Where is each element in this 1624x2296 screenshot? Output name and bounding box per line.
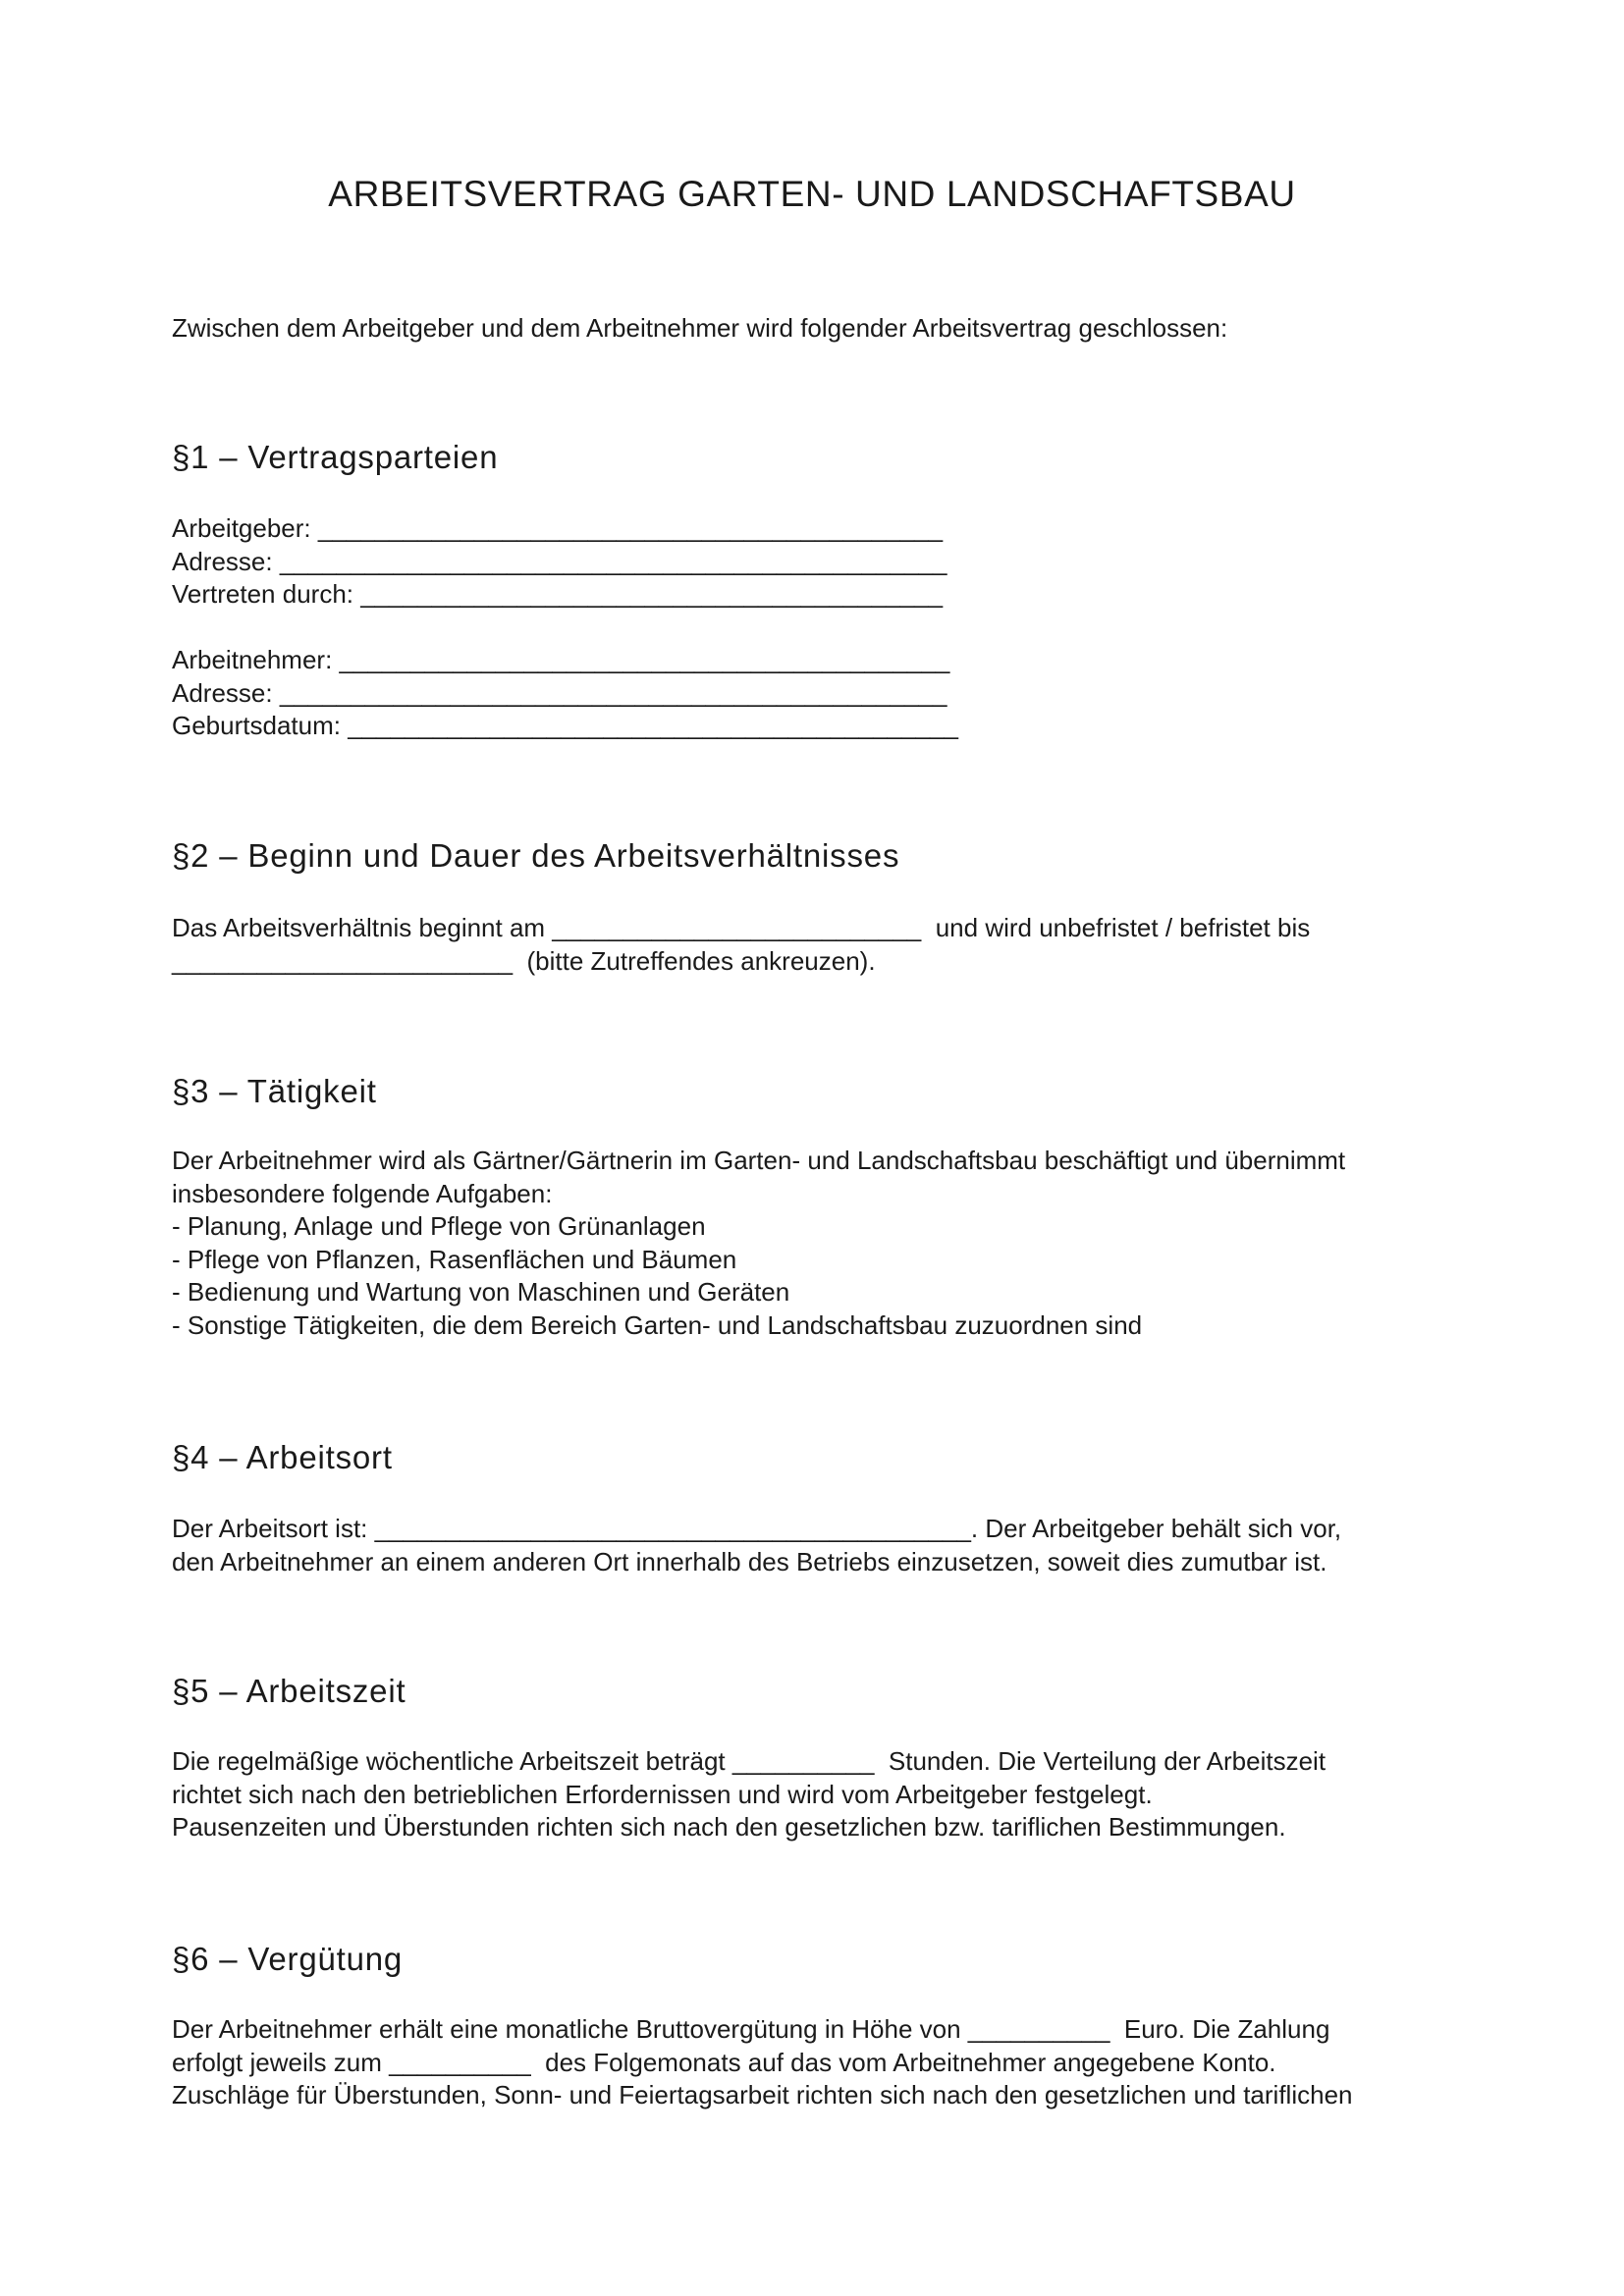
task-list-item: - Bedienung und Wartung von Maschinen und Geräten [172,1277,790,1308]
section-5-line: richtet sich nach den betrieblichen Erfordernissen und wird vom Arbeitgeber festgelegt. [172,1779,1153,1809]
employee-name-field: Arbeitnehmer: ___________________________________________ [172,645,950,674]
section-6-body [172,2013,1353,2112]
task-list-item: - Pflege von Pflanzen, Rasenflächen und Bäumen [172,1244,737,1274]
section-2-heading: §2 – Beginn und Dauer des Arbeitsverhältnisses [172,837,900,874]
section-3-heading: §3 – Tätigkeit [172,1073,377,1109]
section-4-heading: §4 – Arbeitsort [172,1439,393,1475]
task-list-item: - Planung, Anlage und Pflege von Grünanlagen [172,1211,706,1242]
employer-name-field: Arbeitgeber: ____________________________________________ [172,513,944,543]
employee-birthdate-field: Geburtsdatum: ___________________________________________ [172,711,958,741]
section-2-line: ________________________ (bitte Zutreffendes ankreuzen). [172,945,876,976]
section-4-body [172,1513,1341,1578]
employee-address-field: Adresse: _______________________________________________ [172,677,947,708]
section-6-heading: §6 – Vergütung [172,1941,404,1977]
section-3-body [172,1145,1345,1343]
section-1-heading: §1 – Vertragsparteien [172,439,499,475]
section-5-heading: §5 – Arbeitszeit [172,1673,406,1709]
task-list-item: - Sonstige Tätigkeiten, die dem Bereich Garten- und Landschaftsbau zuzuordnen sind [172,1309,1143,1340]
employer-represented-field: Vertreten durch: _________________________________________ [172,579,944,610]
section-2-line: Das Arbeitsverhältnis beginnt am __________________________ und wird unbefristet / befristet bis [172,913,1311,942]
section-6-line: Der Arbeitnehmer erhält eine monatliche Bruttovergütung in Höhe von __________ Euro. Die Zahlung [172,2014,1330,2044]
section-3-line: insbesondere folgende Aufgaben: [172,1178,553,1208]
section-5-line: Die regelmäßige wöchentliche Arbeitszeit beträgt __________ Stunden. Die Verteilung der Arbeitszeit [172,1746,1326,1776]
section-1-employer-block [172,512,947,612]
section-5-body [172,1745,1326,1844]
document-title: ARBEITSVERTRAG GARTEN- UND LANDSCHAFTSBAU [328,174,1296,214]
section-6-line: Zuschläge für Überstunden, Sonn- und Feiertagsarbeit richten sich nach den gesetzlichen und tariflichen [172,2080,1353,2110]
section-4-line: Der Arbeitsort ist: __________________________________________. Der Arbeitgeber behält sich vor, [172,1514,1342,1543]
section-5-line: Pausenzeiten und Überstunden richten sich nach den gesetzlichen bzw. tariflichen Bestimmungen. [172,1812,1286,1842]
intro-text: Zwischen dem Arbeitgeber und dem Arbeitnehmer wird folgender Arbeitsvertrag geschlossen: [172,313,1228,343]
section-3-line: Der Arbeitnehmer wird als Gärtner/Gärtnerin im Garten- und Landschaftsbau beschäftigt und übernimmt [172,1146,1346,1175]
section-4-line: den Arbeitnehmer an einem anderen Ort innerhalb des Betriebs einzusetzen, soweit dies zumutbar ist. [172,1546,1327,1576]
section-2-body [172,912,1310,978]
section-1-employee-block [172,644,958,743]
employer-address-field: Adresse: _______________________________________________ [172,546,947,576]
section-6-line: erfolgt jeweils zum __________ des Folgemonats auf das vom Arbeitnehmer angegebene Konto. [172,2047,1276,2077]
